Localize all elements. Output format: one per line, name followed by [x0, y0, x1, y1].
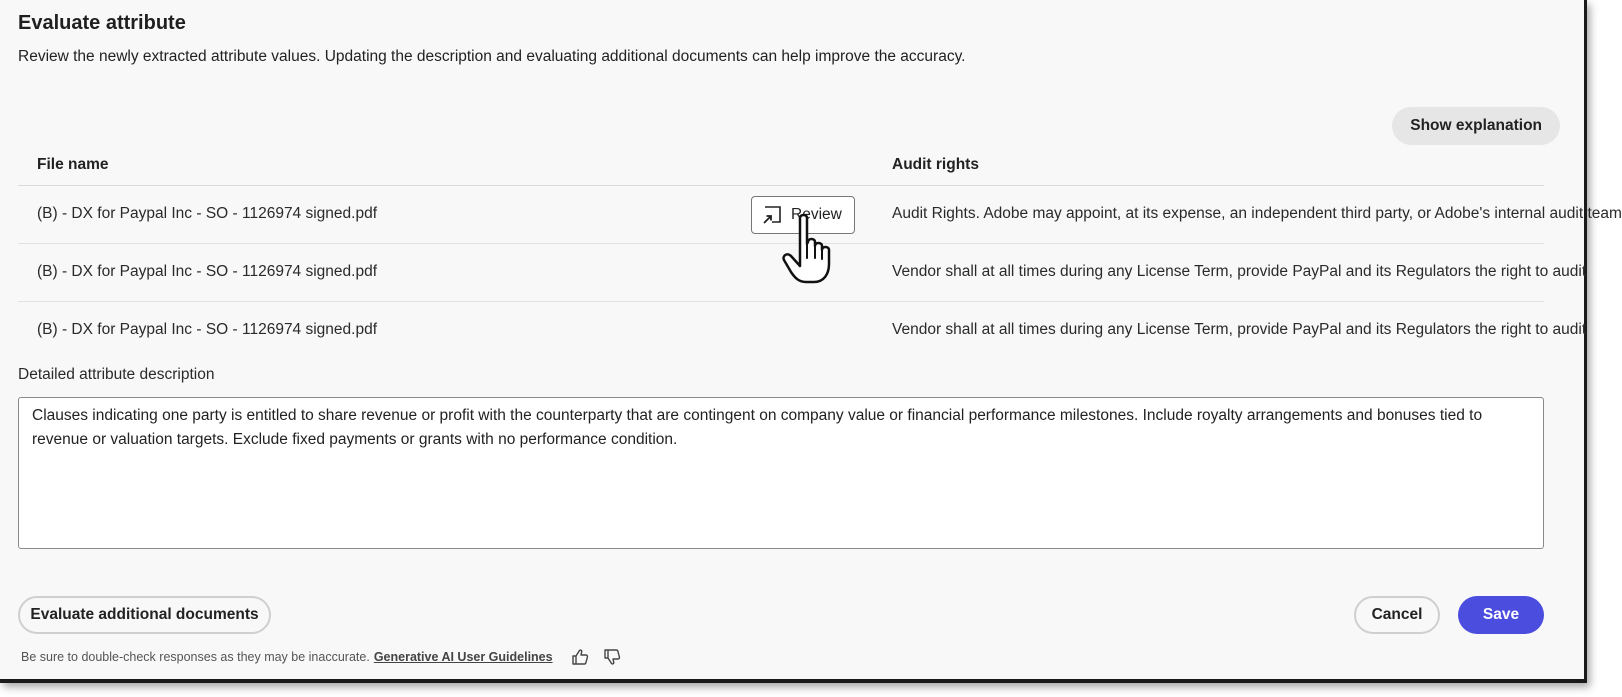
- column-header-file-name[interactable]: File name: [37, 156, 109, 173]
- cancel-button[interactable]: Cancel: [1354, 596, 1440, 634]
- file-name-cell: (B) - DX for Paypal Inc - SO - 1126974 signed.pdf: [37, 263, 378, 280]
- file-name-cell: (B) - DX for Paypal Inc - SO - 1126974 signed.pdf: [37, 205, 378, 222]
- description-label: Detailed attribute description: [18, 366, 215, 383]
- save-button[interactable]: Save: [1458, 596, 1544, 634]
- column-header-audit-rights[interactable]: Audit rights: [892, 156, 979, 173]
- dialog-subtitle: Review the newly extracted attribute values. Updating the description and evaluating additional documents can help improve the accuracy.: [18, 48, 966, 65]
- hand-pointer-icon: [778, 212, 838, 286]
- thumbs-down-icon[interactable]: [603, 648, 621, 666]
- thumbs-up-icon[interactable]: [571, 648, 589, 666]
- file-name-cell: (B) - DX for Paypal Inc - SO - 1126974 signed.pdf: [37, 321, 378, 338]
- review-button-label: Review: [791, 206, 842, 223]
- ai-guidelines-link[interactable]: Generative AI User Guidelines: [373, 650, 553, 664]
- audit-rights-cell: Audit Rights. Adobe may appoint, at its expense, an independent third party, or Adobe's internal audit team: [892, 205, 1622, 222]
- evaluate-additional-documents-button[interactable]: Evaluate additional documents: [18, 596, 271, 634]
- disclaimer-text: Be sure to double-check responses as they may be inaccurate.: [21, 650, 370, 664]
- audit-rights-cell: Vendor shall at all times during any License Term, provide PayPal and its Regulators the right to audit: [892, 263, 1587, 280]
- audit-rights-cell: Vendor shall at all times during any License Term, provide PayPal and its Regulators the right to audit: [892, 321, 1587, 338]
- description-textarea[interactable]: Clauses indicating one party is entitled to share revenue or profit with the counterparty that are contingent on company value or financial performance milestones. Include royalty arrangements and bonuses tied to revenue or valuation targets. Exclude fixed payments or grants with no performance condition.: [18, 397, 1544, 549]
- show-explanation-button[interactable]: Show explanation: [1392, 107, 1560, 145]
- dialog-title: Evaluate attribute: [18, 12, 186, 34]
- ai-disclaimer: [21, 648, 621, 666]
- table-row[interactable]: [18, 302, 1587, 360]
- table-header: [18, 146, 1544, 186]
